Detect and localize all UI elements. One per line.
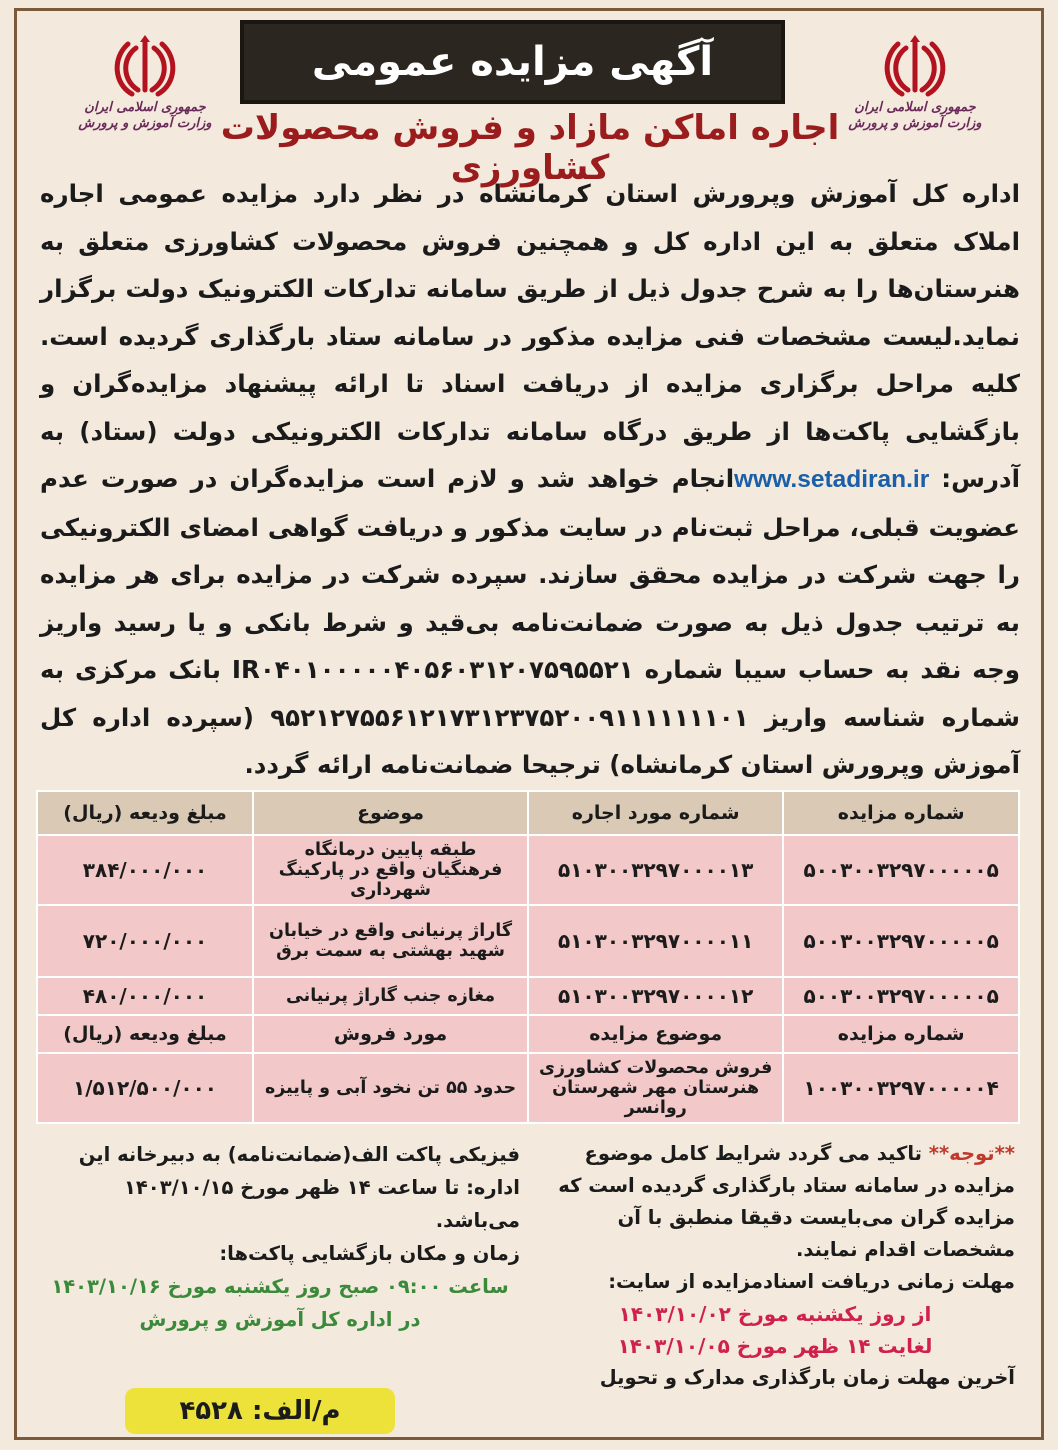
cell-subject: گاراژ پرنیانی واقع در خیابان شهید بهشتی به سمت برق [253,905,528,977]
cell-lease-number: ۵۱۰۳۰۰۳۲۹۷۰۰۰۰۱۳ [528,835,783,905]
notice-text: تاکید می گردد شرایط کامل موضوع مزایده در سامانه ستاد بارگذاری گردیده است که مزایده گران می‌بایست دقیقا منطبق با آن مشخصات اقدام نمایند. [558,1142,1015,1261]
notice-label: **توجه** [928,1142,1015,1165]
auction-table [36,790,1020,1124]
cell-deposit: ۱/۵۱۲/۵۰۰/۰۰۰ [37,1053,253,1123]
logo-line2: وزارت آموزش و پرورش [78,116,212,131]
col-auction-number: شماره مزایده [783,1015,1019,1053]
cell-deposit: ۳۸۴/۰۰۰/۰۰۰ [37,835,253,905]
notice-paragraph [535,1138,1015,1266]
cell-auction-number: ۵۰۰۳۰۰۳۲۹۷۰۰۰۰۰۵ [783,905,1019,977]
col-lease-number: شماره مورد اجاره [528,791,783,835]
col-auction-number: شماره مزایده [783,791,1019,835]
table2-header-row [37,1015,1019,1053]
logo-line1: جمهوری اسلامی ایران [854,100,976,115]
cell-lease-number: ۵۱۰۳۰۰۳۲۹۷۰۰۰۰۱۱ [528,905,783,977]
title-banner [240,20,785,104]
cell-subject: طبقه پایین درمانگاه فرهنگیان واقع در پارکینگ شهرداری [253,835,528,905]
table-row [37,835,1019,905]
page-title: آگهی مزایده عمومی [311,39,714,85]
page-subtitle: اجاره اماکن مازاد و فروش محصولات کشاورزی [220,108,840,188]
deadline-from: از روز یکشنبه مورخ ۱۴۰۳/۱۰/۰۲ [618,1302,932,1326]
col-sale-item: مورد فروش [253,1015,528,1053]
col-subject: موضوع [253,791,528,835]
notice-section [535,1138,1015,1394]
cell-deposit: ۷۲۰/۰۰۰/۰۰۰ [37,905,253,977]
opening-time: ساعت ۰۹:۰۰ صبح روز یکشنبه مورخ ۱۴۰۳/۱۰/۱۶ [51,1275,509,1298]
table-row [37,1053,1019,1123]
col-deposit: مبلغ ودیعه (ریال) [37,791,253,835]
table-header-row [37,791,1019,835]
delivery-section [40,1138,520,1336]
iran-emblem-icon [110,32,180,100]
reference-code-badge: م/الف: ۴۵۲۸ [125,1388,395,1434]
opening-place: در اداره کل آموزش و پرورش [139,1308,421,1331]
cell-auction-number: ۵۰۰۳۰۰۳۲۹۷۰۰۰۰۰۵ [783,835,1019,905]
deadline-label: مهلت زمانی دریافت اسنادمزایده از سایت: [608,1270,1015,1293]
col-auction-subject: موضوع مزایده [528,1015,783,1053]
cell-subject: مغازه جنب گاراژ پرنیانی [253,977,528,1015]
iran-emblem-icon [880,32,950,100]
logo-line1: جمهوری اسلامی ایران [84,100,206,115]
last-deadline-line: آخرین مهلت زمان بارگذاری مدارک و تحویل [599,1366,1015,1389]
body-part1: اداره کل آموزش وپرورش استان کرمانشاه در نظر دارد مزایده عمومی اجاره املاک متعلق به این اداره کل و همچنین فروش محصولات کشاورزی متعلق به هنرستان‌ها را به شرح جدول ذیل از طریق سامانه تدارکات الکترونیک دولت برگزار نماید.لیست مشخصات فنی مزایده مذکور در سامانه ستاد بارگذاری گردیده است. کلیه مراحل برگزاری مزایده از دریافت اسناد تا ارائه پیشنهاد مزایده‌گران و بازگشایی پاکت‌ها از طریق درگاه سامانه تدارکات الکترونیکی دولت (ستاد) به آدرس: [40,179,1020,493]
cell-sale-item: حدود ۵۵ تن نخود آبی و پاییزه [253,1053,528,1123]
deadline-to: لغایت ۱۴ ظهر مورخ ۱۴۰۳/۱۰/۰۵ [617,1334,933,1358]
delivery-text: فیزیکی پاکت الف(ضمانت‌نامه) به دبیرخانه این اداره: تا ساعت ۱۴ ظهر مورخ ۱۴۰۳/۱۰/۱۵ می‌باشد. [78,1143,520,1232]
cell-auction-subject: فروش محصولات کشاورزی هنرستان مهر شهرستان روانسر [528,1053,783,1123]
logo-line2: وزارت آموزش و پرورش [848,116,982,131]
body-part2: انجام خواهد شد و لازم است مزایده‌گران در صورت عدم عضویت قبلی، مراحل ثبت‌نام در سایت مذکور و دریافت گواهی امضای الکترونیکی را جهت شرکت در مزایده محقق سازند. سپرده شرکت در مزایده برای هر مزایده به ترتیب جدول ذیل به صورت ضمانت‌نامه بی‌قید و شرط بانکی و یا رسید واریز وجه نقد به حساب سیبا شماره IR۰۴۰۱۰۰۰۰۰۴۰۵۶۰۳۱۲۰۷۵۹۵۵۲۱ بانک مرکزی به شماره شناسه واریز ۹۵۲۱۲۷۵۵۶۱۲۱۷۳۱۲۳۷۵۲۰۰۹۱۱۱۱۱۱۱۰۱ (سپرده اداره کل آموزش وپرورش استان کرمانشاه) ترجیحا ضمانت‌نامه ارائه گردد. [40,464,1021,779]
cell-auction-number: ۱۰۰۳۰۰۳۲۹۷۰۰۰۰۰۴ [783,1053,1019,1123]
opening-label: زمان و مکان بازگشایی پاکت‌ها: [219,1242,520,1265]
setad-url-link[interactable]: www.setadiran.ir [734,466,930,493]
cell-auction-number: ۵۰۰۳۰۰۳۲۹۷۰۰۰۰۰۵ [783,977,1019,1015]
col-deposit: مبلغ ودیعه (ریال) [37,1015,253,1053]
table-row [37,977,1019,1015]
cell-deposit: ۴۸۰/۰۰۰/۰۰۰ [37,977,253,1015]
announcement-body [40,170,1020,789]
cell-lease-number: ۵۱۰۳۰۰۳۲۹۷۰۰۰۰۱۲ [528,977,783,1015]
table-row [37,905,1019,977]
